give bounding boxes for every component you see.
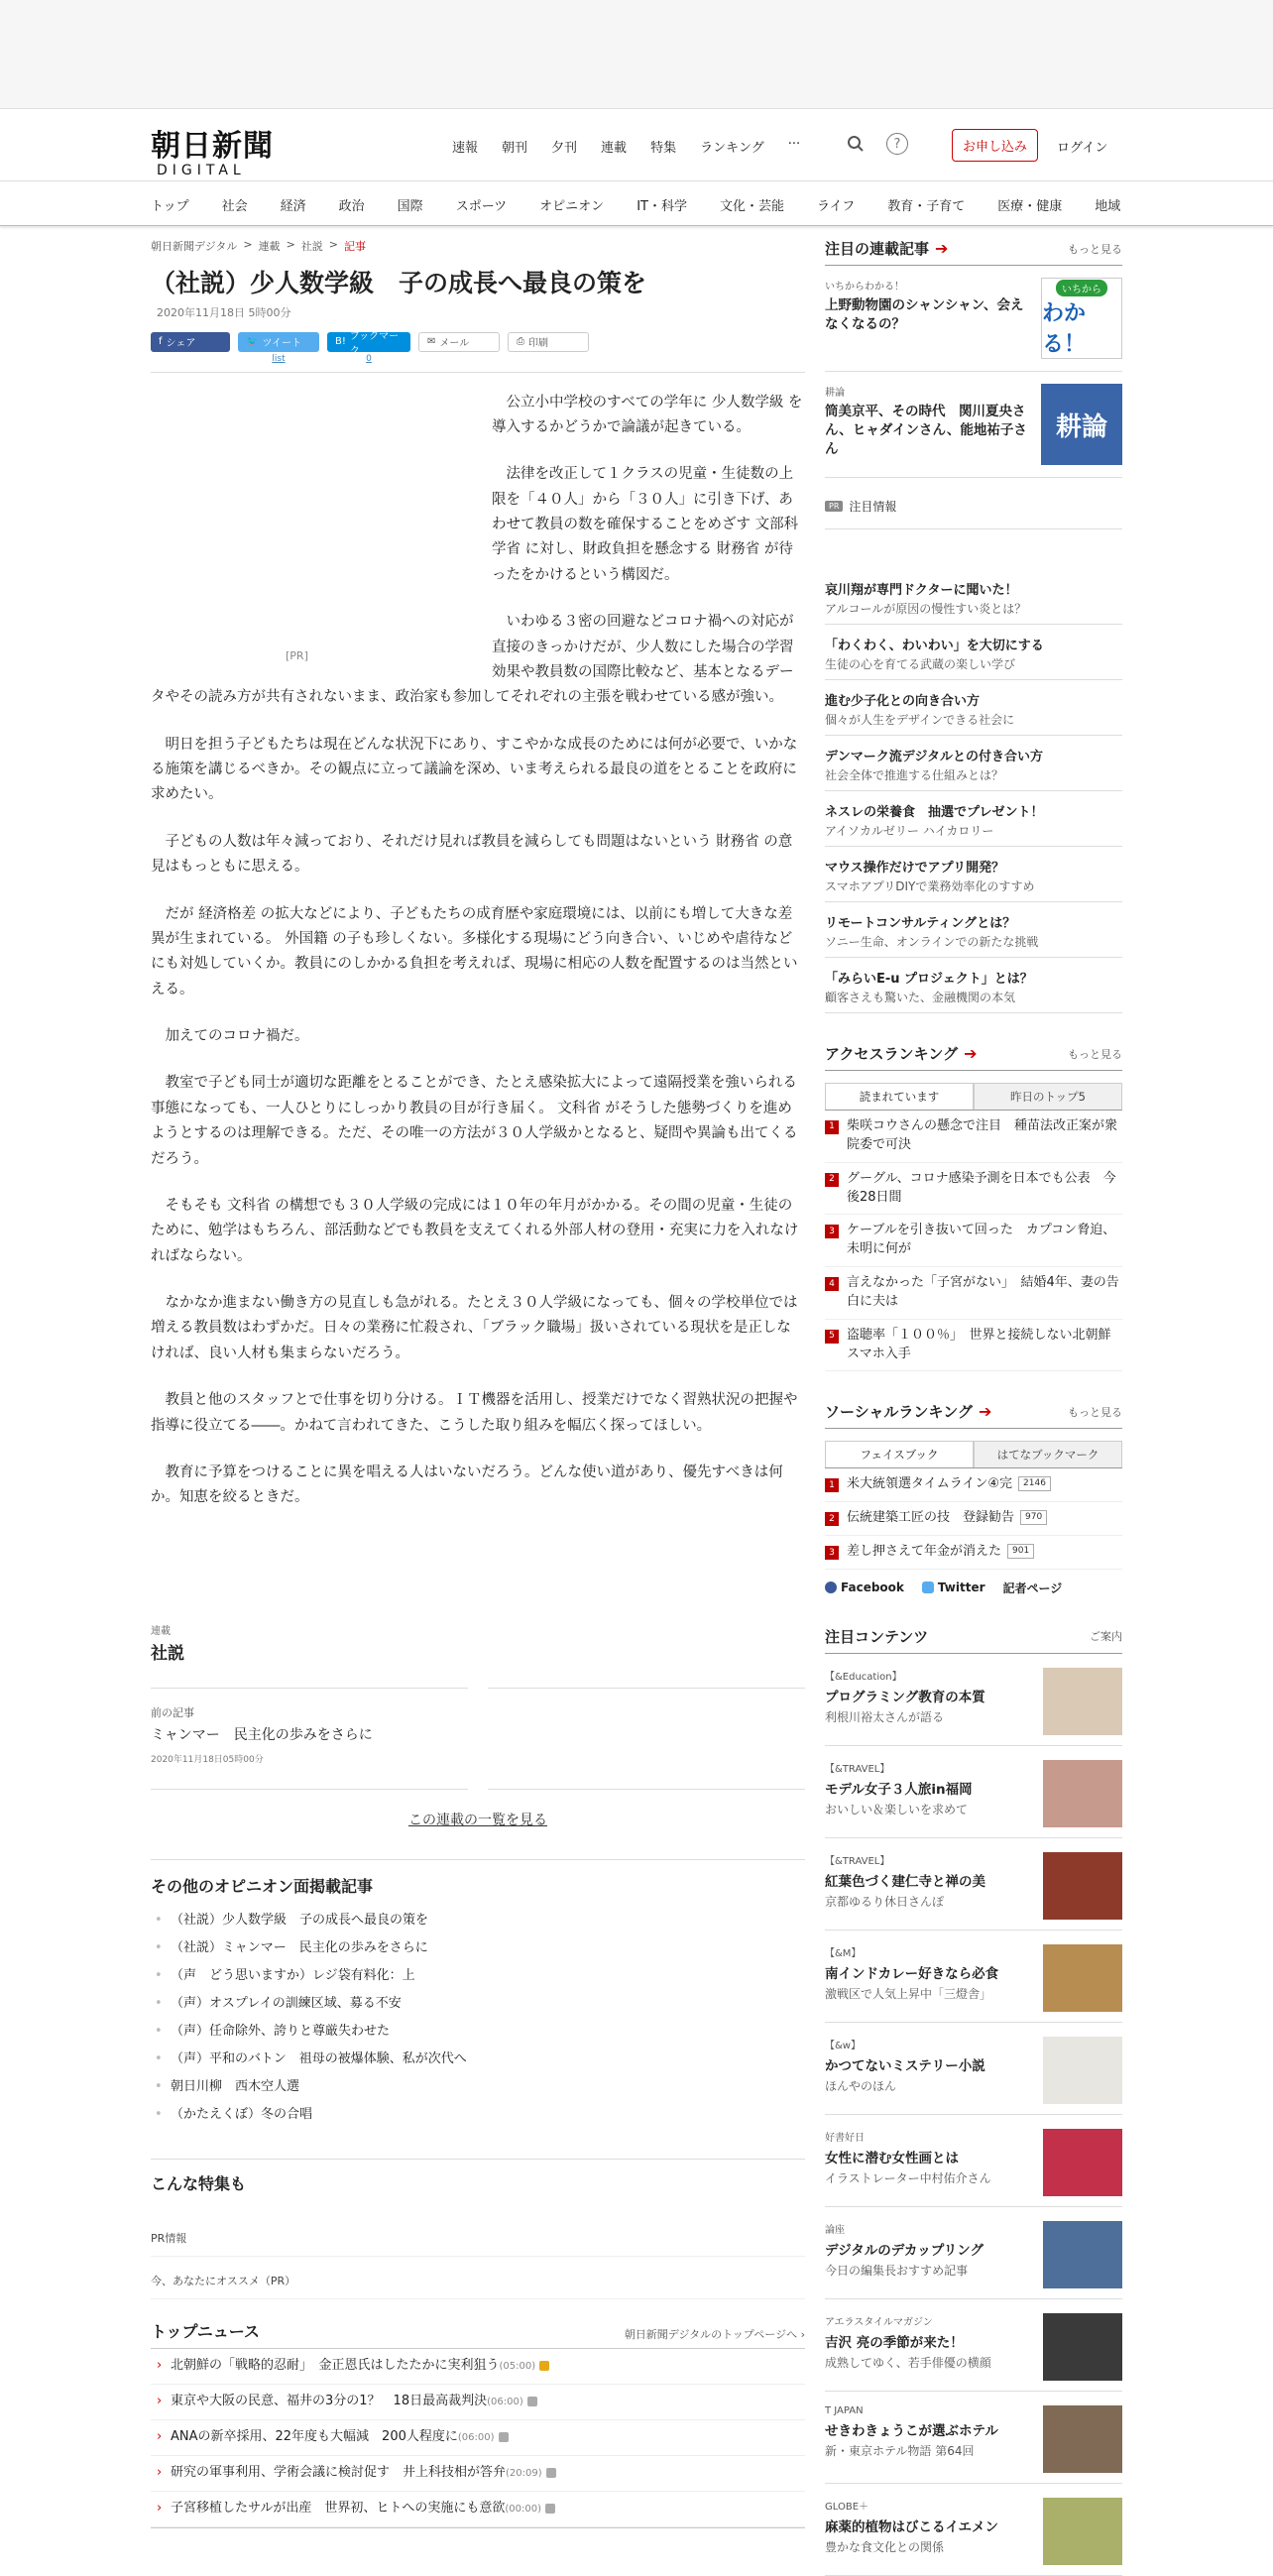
main-column: [151, 238, 805, 1533]
access-more-link[interactable]: もっと見る: [1068, 1047, 1122, 1061]
featured-series-heading[interactable]: 注目の連載記事 ➔: [825, 239, 949, 258]
category-item[interactable]: 医療・健康: [997, 199, 1063, 214]
social-ranking-item[interactable]: 1 米大統領選タイムライン④完 2146: [825, 1468, 1122, 1502]
article-body: [151, 391, 805, 1511]
pr-item[interactable]: 進む少子化との向き合い方 個々が人生をデザインできる社会に: [825, 680, 1122, 736]
article-title: （社説）少人数学級 子の成長へ最良の策を: [151, 269, 647, 297]
pr-info-heading: PR 注目情報: [825, 498, 1122, 529]
top-news-section: [151, 2319, 805, 2528]
top-ad-band: [0, 0, 1273, 109]
other-article-link[interactable]: • （社説）ミャンマー 民主化の歩みをさらに: [151, 1934, 805, 1962]
contents-guide-link[interactable]: ご案内: [1090, 1630, 1122, 1644]
news-time: (06:00): [487, 2397, 523, 2407]
content-thumbnail: [1043, 2221, 1122, 2288]
news-time: (20:09): [506, 2468, 542, 2479]
featured-content-item[interactable]: 【&Education】 プログラミング教育の本質 利根川裕太さんが語る: [825, 1654, 1122, 1746]
news-time: (05:00): [499, 2361, 536, 2372]
nav-choukan[interactable]: 朝刊: [502, 141, 528, 156]
top-news-item[interactable]: › ANAの新卒採用、22年度も大幅減 200人程度に(06:00): [151, 2420, 805, 2456]
featured-contents-heading: 注目コンテンツ: [825, 1627, 929, 1646]
search-icon[interactable]: [843, 131, 868, 157]
other-article-link[interactable]: • （声 どう思いますか）レジ袋有料化：上: [151, 1962, 805, 1990]
article-paragraph: 加えてのコロナ禍だ。: [165, 1028, 309, 1044]
content-thumbnail: [1043, 1760, 1122, 1827]
pr-item[interactable]: デンマーク流デジタルとの付き合い方 社会全体で推進する仕組みとは？: [825, 736, 1122, 791]
top-news-item[interactable]: › 子宮移植したサルが出産 世界初、ヒトへの実施にも意欲(00:00): [151, 2492, 805, 2527]
category-item[interactable]: IT・科学: [636, 199, 687, 214]
nav-rensai[interactable]: 連載: [601, 141, 628, 156]
rank-number: 1: [825, 1120, 839, 1134]
ranking-item[interactable]: 1 柴咲コウさんの懸念で注目 種苗法改正案が衆院委で可決: [825, 1111, 1122, 1163]
featured-content-item[interactable]: アエラスタイルマガジン 吉沢 亮の季節が来た！ 成熟してゆく、若手俳優の横顔: [825, 2299, 1122, 2392]
series-title[interactable]: 社説: [151, 1644, 184, 1664]
mail-icon: ✉: [427, 336, 436, 347]
nav-yuukan[interactable]: 夕刊: [551, 141, 578, 156]
help-icon[interactable]: ?: [886, 133, 908, 155]
category-item[interactable]: 地域: [1095, 199, 1121, 214]
content-thumbnail: [1043, 2037, 1122, 2104]
other-article-link[interactable]: • （声）任命除外、誇りと尊厳失わせた: [151, 2018, 805, 2046]
featured-content-item[interactable]: 【&M】 南インドカレー好きなら必食 激戦区で人気上昇中「三燈舎」: [825, 1931, 1122, 2023]
login-link[interactable]: ログイン: [1057, 141, 1108, 156]
category-item[interactable]: スポーツ: [455, 199, 508, 214]
lock-icon: [527, 2397, 537, 2406]
article-paragraph: 教室で子ども同士が適切な距離をとることができ、たとえ感染拡大によって遠隔授業を強いられる事態になっても、一人ひとりにしっかり教員の目が行き届く。 文科省 がそうした態勢づくりを進めようとするのは理解できる。ただ、その唯一の方法が３０人学級かとなると、疑問や異論も出てくるだろう。: [151, 1075, 798, 1167]
lock-icon: [539, 2361, 549, 2371]
pr-item[interactable]: リモートコンサルティングとは？ ソニー生命、オンラインでの新たな挑戦: [825, 902, 1122, 958]
rank-number: 4: [825, 1277, 839, 1291]
tab-yesterday-top5[interactable]: 昨日のトップ5: [974, 1083, 1122, 1110]
prev-article-date: 2020年11月18日05時00分: [151, 1755, 264, 1765]
share-count-badge: 970: [1020, 1510, 1047, 1525]
nav-tokushu[interactable]: 特集: [650, 141, 677, 156]
tokushu-section: [151, 2159, 805, 2299]
series-section: [151, 1622, 805, 2528]
pr-ad-box[interactable]: [PR]: [286, 648, 308, 662]
pr-item[interactable]: 哀川翔が専門ドクターに聞いた！ アルコールが原因の慢性すい炎とは？: [825, 569, 1122, 625]
facebook-icon: f: [159, 336, 163, 347]
article-paragraph: 教育に予算をつけることに異を唱える人はいないだろう。どんな使い道があり、優先すべきは何か。知恵を絞るときだ。: [151, 1464, 783, 1506]
kouron-logo: 耕論: [1041, 384, 1122, 465]
featured-content-item[interactable]: 論座 デジタルのデカップリング 今日の編集長おすすめ記事: [825, 2207, 1122, 2299]
category-item[interactable]: トップ: [151, 199, 189, 214]
share-count-badge: 2146: [1018, 1476, 1051, 1491]
top-news-item[interactable]: › 東京や大阪の民意、福井の3分の1？ 18日最高裁判決(06:00): [151, 2385, 805, 2420]
featured-content-item[interactable]: GLOBE＋ 麻薬的植物はびこるイエメン 豊かな食文化との関係: [825, 2484, 1122, 2576]
nav-ranking[interactable]: ランキング: [700, 141, 764, 156]
share-bar: [151, 332, 805, 364]
sidebar: [825, 238, 1122, 2576]
top-news-item[interactable]: › 北朝鮮の「戦略的忍耐」 金正恩氏はしたたかに実利狙う(05:00): [151, 2349, 805, 2385]
article-paragraph: いわゆる３密の回避などコロナ禍への対応が直接のきっかけだが、少人数にした場合の学習効果や教員数の国際比較など、基本となるデータやその読み方が共有されないまま、政治家も参加してそれぞれの主張を戦わせている感が強い。: [151, 614, 794, 706]
lock-icon: [546, 2468, 556, 2478]
facebook-link[interactable]: Facebook: [825, 1581, 904, 1594]
tab-most-read[interactable]: 読まれています: [825, 1083, 974, 1110]
prev-article-link[interactable]: ミャンマー 民主化の歩みをさらに: [151, 1727, 373, 1743]
content-thumbnail: [1043, 1668, 1122, 1735]
news-time: (00:00): [505, 2504, 541, 2515]
lock-icon: [499, 2432, 509, 2442]
access-ranking-heading[interactable]: アクセスランキング ➔: [825, 1044, 978, 1063]
site-header: [0, 109, 1273, 180]
article-paragraph: だが 経済格差 の拡大などにより、子どもたちの成育歴や家庭環境には、以前にも増して大きな差異が生まれている。 外国籍 の子も珍しくない。多様化する現場にどう向き合い、いじめや虐待などにも対処していくか。教員にのしかかる負担を考えれば、現場に相応の人数を配置するのは当然といえる。: [151, 905, 798, 997]
breadcrumb-editorial[interactable]: 社説: [300, 240, 323, 253]
category-item[interactable]: 教育・子育て: [887, 199, 966, 214]
featured-content-item[interactable]: 【&TRAVEL】 紅葉色づく建仁寺と禅の美 京都ゆるり休日さんぽ: [825, 1838, 1122, 1931]
article-paragraph: そもそも 文科省 の構想でも３０人学級の完成には１０年の年月がかかる。その間の児童・生徒のために、勉学はもちろん、部活動などでも教員を支えてくれる外部人材の登用・充実に力を入れなければならない。: [151, 1197, 799, 1264]
other-article-link[interactable]: • （社説）少人数学級 子の成長へ最良の策を: [151, 1907, 805, 1934]
facebook-share-button[interactable]: f シェア: [151, 332, 230, 352]
breadcrumb-home[interactable]: 朝日新聞デジタル: [151, 240, 238, 253]
content-thumbnail: [1043, 2405, 1122, 2473]
content-thumbnail: [1043, 2129, 1122, 2196]
article-paragraph: 法律を改正して１クラスの児童・生徒数の上限を「４０人」から「３０人」に引き下げ、あわせて教員の数を確保することをめざす 文部科学省 に対し、財政負担を懸念する 財務省 が待ったをかけるという構図だ。: [492, 466, 799, 583]
article-paragraph: 子どもの人数は年々減っており、それだけ見れば教員を減らしても問題はないという 財務省 の意見はもっともに思える。: [151, 833, 793, 876]
category-item[interactable]: ライフ: [816, 199, 856, 214]
subscribe-button[interactable]: お申し込み: [952, 129, 1038, 162]
top-news-item[interactable]: › 研究の軍事利用、学術会議に検討促す 井上科技相が答弁(20:09): [151, 2456, 805, 2492]
news-time: (06:00): [457, 2432, 495, 2443]
content-thumbnail: [1043, 2313, 1122, 2381]
print-button[interactable]: ⎙ 印刷: [508, 332, 589, 352]
tab-facebook[interactable]: フェイスブック: [825, 1441, 974, 1467]
twitter-icon: [922, 1581, 934, 1593]
lock-icon: [545, 2504, 555, 2514]
mail-button[interactable]: ✉ メール: [418, 332, 500, 352]
category-item[interactable]: 社会: [221, 199, 248, 214]
category-nav: [0, 180, 1273, 226]
nav-sokuhou[interactable]: 速報: [452, 141, 479, 156]
hatena-count[interactable]: 0: [366, 353, 372, 364]
rank-number: 3: [825, 1225, 839, 1238]
breadcrumb-current: 記事: [344, 240, 366, 253]
breadcrumb-series[interactable]: 連載: [258, 240, 281, 253]
category-item[interactable]: 経済: [280, 199, 306, 214]
tab-hatena[interactable]: はてなブックマーク: [974, 1441, 1122, 1467]
series-label: 連載: [151, 1626, 171, 1637]
other-article-link[interactable]: • （かたえくぼ）冬の合唱: [151, 2101, 805, 2129]
hatena-bookmark-button[interactable]: B! ブックマーク: [327, 332, 410, 352]
featured-content-item[interactable]: 好書好日 女性に潜む女性画とは イラストレーター中村佑介さん: [825, 2115, 1122, 2207]
site-logo[interactable]: 朝日新聞 DIGITAL: [151, 129, 274, 178]
rank-number: 2: [825, 1512, 839, 1526]
top-nav: [452, 137, 800, 156]
rank-number: 2: [825, 1173, 839, 1187]
article-paragraph: なかなか進まない働き方の見直しも急がれる。たとえ３０人学級になっても、個々の学校単位では増える教員数はわずかだ。日々の業務に忙殺され、「ブラック職場」扱いされている現状を是正しなければ、良い人材も集まらないだろう。: [151, 1295, 798, 1361]
social-ranking-item[interactable]: 2 伝統建築工匠の技 登録勧告 970: [825, 1502, 1122, 1536]
ranking-item[interactable]: 3 ケーブルを引き抜いて回った カプコン脅迫、未明に何が: [825, 1215, 1122, 1267]
article-date: 2020年11月18日 5時00分: [157, 305, 291, 319]
social-more-link[interactable]: もっと見る: [1068, 1405, 1122, 1419]
other-opinion-title: その他のオピニオン面掲載記事: [151, 1877, 374, 1896]
reporter-page-link[interactable]: 記者ページ: [1002, 1581, 1063, 1595]
tweet-button[interactable]: 🐦 ツイート: [238, 332, 319, 352]
twitter-link[interactable]: Twitter: [922, 1581, 985, 1594]
featured-content-item[interactable]: T JAPAN せきわきょうこが選ぶホテル 新・東京ホテル物語 第64回: [825, 2392, 1122, 2484]
featured-content-item[interactable]: 【&w】 かつてないミステリー小説 ほんやのほん: [825, 2023, 1122, 2115]
nav-more[interactable]: ···: [787, 137, 801, 152]
other-article-link[interactable]: • （声）オスプレイの訓練区域、募る不安: [151, 1990, 805, 2018]
other-article-link[interactable]: • （声）平和のバトン 祖母の被爆体験、私が次代へ: [151, 2046, 805, 2073]
article-paragraph: 明日を担う子どもたちは現在どんな状況下にあり、すこやかな成長のためには何が必要で、いかなる施策を講じるべきか。その観点に立って議論を深め、いま考えられる最良の道をとることを政府に求めたい。: [151, 736, 798, 803]
tokushu-title: こんな特集も: [151, 2174, 247, 2193]
share-count-badge: 901: [1007, 1544, 1034, 1559]
article-paragraph: 教員と他のスタッフとで仕事を切り分ける。ＩＴ機器を活用し、授業だけでなく習熟状況の把握や指導に役立てる――。かねて言われてきた、こうした取り組みを幅広く探ってほしい。: [151, 1392, 798, 1434]
other-opinion-section: [151, 1859, 805, 2129]
rank-number: 5: [825, 1330, 839, 1344]
arrow-right-icon: ➔: [935, 239, 949, 258]
pr-item[interactable]: 「みらいE-u プロジェクト」とは？ 顧客さえも驚いた、金融機関の本気: [825, 958, 1122, 1013]
twitter-icon: 🐦: [246, 336, 259, 347]
top-page-link[interactable]: 朝日新聞デジタルのトップページへ ›: [624, 2328, 805, 2341]
other-article-link[interactable]: • 朝日川柳 西木空人選: [151, 2073, 805, 2101]
recommend-row: 今、あなたにオススメ（PR）: [151, 2257, 805, 2299]
category-item[interactable]: 文化・芸能: [719, 199, 784, 214]
hatena-icon: B!: [335, 336, 346, 347]
rank-number: 3: [825, 1546, 839, 1560]
ranking-item[interactable]: 4 言えなかった「子宮がない」 結婚4年、妻の告白に夫は: [825, 1267, 1122, 1320]
arrow-right-icon: ➔: [964, 1044, 978, 1063]
prev-article-label: 前の記事: [151, 1706, 194, 1719]
pr-info-row: PR情報: [151, 2214, 805, 2257]
rank-number: 1: [825, 1478, 839, 1492]
arrow-right-icon: ➔: [978, 1402, 992, 1422]
content-thumbnail: [1043, 2498, 1122, 2565]
article-paragraph: 公立小中学校のすべての学年に 少人数学級 を導入するかどうかで論議が起きている。: [492, 394, 803, 435]
pr-item[interactable]: ネスレの栄養食 抽選でプレゼント！ アイソカルゼリー ハイカロリー: [825, 791, 1122, 847]
tweet-count[interactable]: list: [272, 353, 286, 364]
featured-more-link[interactable]: もっと見る: [1068, 242, 1122, 256]
featured-item[interactable]: いちからわかる！ 上野動物園のシャンシャン、会えなくなるの？ いちから わかる！: [825, 266, 1122, 372]
featured-item[interactable]: 耕論 筒美京平、その時代 関川夏央さん、ヒャダインさん、能地祐子さん 耕論: [825, 372, 1122, 478]
pr-item[interactable]: マウス操作だけでアプリ開発？ スマホアプリDIYで業務効率化のすすめ: [825, 847, 1122, 902]
social-ranking-heading[interactable]: ソーシャルランキング ➔: [825, 1402, 992, 1422]
category-item[interactable]: オピニオン: [539, 199, 605, 214]
category-item[interactable]: 政治: [338, 199, 365, 214]
top-news-title: トップニュース: [151, 2322, 260, 2341]
series-list-link[interactable]: この連載の一覧を見る: [408, 1813, 547, 1828]
ichikara-wakaru-logo: いちから わかる！: [1041, 278, 1122, 359]
breadcrumb: 朝日新聞デジタル > 連載 > 社説 > 記事: [151, 238, 366, 253]
category-item[interactable]: 国際: [397, 199, 423, 214]
facebook-icon: [825, 1581, 837, 1593]
ranking-item[interactable]: 5 盗聴率「１００％」 世界と接続しない北朝鮮スマホ入手: [825, 1320, 1122, 1372]
content-thumbnail: [1043, 1944, 1122, 2012]
ranking-item[interactable]: 2 グーグル、コロナ感染予測を日本でも公表 今後28日間: [825, 1163, 1122, 1216]
print-icon: ⎙: [517, 336, 524, 347]
pr-item[interactable]: 「わくわく、わいわい」を大切にする 生徒の心を育てる武蔵の楽しい学び: [825, 625, 1122, 680]
featured-content-item[interactable]: 【&TRAVEL】 モデル女子３人旅in福岡 おいしい＆楽しいを求めて: [825, 1746, 1122, 1838]
social-ranking-item[interactable]: 3 差し押さえて年金が消えた 901: [825, 1536, 1122, 1570]
content-thumbnail: [1043, 1852, 1122, 1920]
